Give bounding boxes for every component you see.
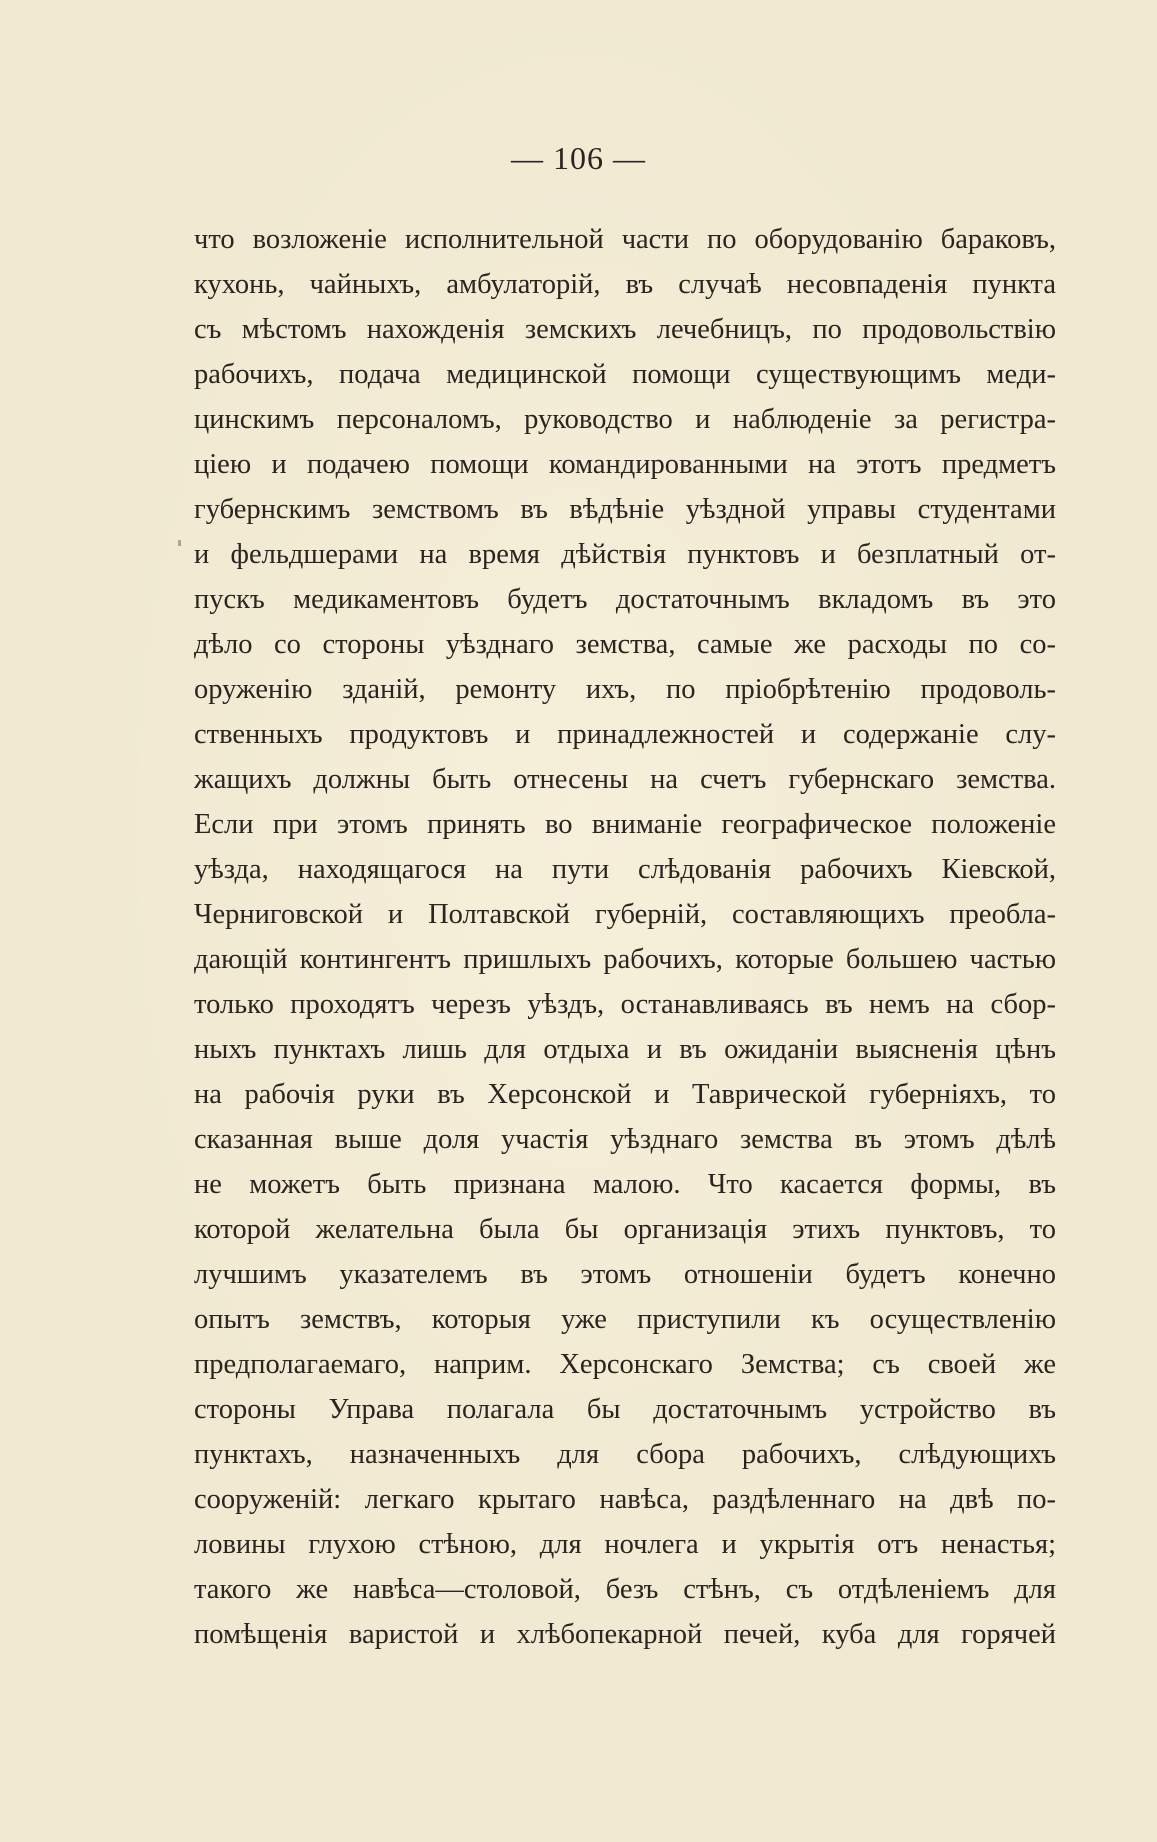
text-line: уѣзда, находящагося на пути слѣдованія рабочихъ Кіевской, bbox=[194, 854, 1056, 885]
text-line: что возложеніе исполнительной части по оборудованію бараковъ, bbox=[194, 224, 1056, 255]
text-line: на рабочія руки въ Херсонской и Таврической губерніяхъ, то bbox=[194, 1079, 1056, 1110]
text-line: рабочихъ, подача медицинской помощи существующимъ меди- bbox=[194, 359, 1056, 390]
text-line: пускъ медикаментовъ будетъ достаточнымъ вкладомъ въ это bbox=[194, 584, 1056, 615]
text-line: губернскимъ земствомъ въ вѣдѣніе уѣздной управы студентами bbox=[194, 494, 1056, 525]
text-line: пунктахъ, назначенныхъ для сбора рабочихъ, слѣдующихъ bbox=[194, 1439, 1056, 1470]
margin-mark bbox=[178, 540, 181, 546]
text-line: Если при этомъ принять во вниманіе географическое положеніе bbox=[194, 809, 1056, 840]
text-line: ловины глухою стѣною, для ночлега и укрытія отъ ненастья; bbox=[194, 1529, 1056, 1560]
text-line: сказанная выше доля участія уѣзднаго земства въ этомъ дѣлѣ bbox=[194, 1124, 1056, 1155]
text-line: ныхъ пунктахъ лишь для отдыха и въ ожиданіи выясненія цѣнъ bbox=[194, 1034, 1056, 1065]
text-line: ціею и подачею помощи командированными на этотъ предметъ bbox=[194, 449, 1056, 480]
text-line: только проходятъ черезъ уѣздъ, останавливаясь въ немъ на сбор- bbox=[194, 989, 1056, 1020]
text-line: цинскимъ персоналомъ, руководство и наблюденіе за регистра- bbox=[194, 404, 1056, 435]
page-number: — 106 — bbox=[511, 140, 646, 176]
text-line: предполагаемаго, наприм. Херсонскаго Земства; съ своей же bbox=[194, 1349, 1056, 1380]
text-line: дающій контингентъ пришлыхъ рабочихъ, которые большею частью bbox=[194, 944, 1056, 975]
text-line: кухонь, чайныхъ, амбулаторій, въ случаѣ несовпаденія пункта bbox=[194, 269, 1056, 300]
text-line: ственныхъ продуктовъ и принадлежностей и содержаніе слу- bbox=[194, 719, 1056, 750]
text-line: дѣло со стороны уѣзднаго земства, самые же расходы по со- bbox=[194, 629, 1056, 660]
text-line: стороны Управа полагала бы достаточнымъ устройство въ bbox=[194, 1394, 1056, 1425]
text-line: которой желательна была бы организація этихъ пунктовъ, то bbox=[194, 1214, 1056, 1245]
body-text bbox=[194, 217, 1056, 1657]
text-line: сооруженій: легкаго крытаго навѣса, раздѣленнаго на двѣ по- bbox=[194, 1484, 1056, 1515]
text-line: жащихъ должны быть отнесены на счетъ губернскаго земства. bbox=[194, 764, 1056, 795]
text-line: оруженію зданій, ремонту ихъ, по пріобрѣтенію продоволь- bbox=[194, 674, 1056, 705]
text-line: помѣщенія варистой и хлѣбопекарной печей, куба для горячей bbox=[194, 1619, 1056, 1650]
text-line: не можетъ быть признана малою. Что касается формы, въ bbox=[194, 1169, 1056, 1200]
text-line: Черниговской и Полтавской губерній, составляющихъ преобла- bbox=[194, 899, 1056, 930]
text-line: лучшимъ указателемъ въ этомъ отношеніи будетъ конечно bbox=[194, 1259, 1056, 1290]
text-line: такого же навѣса—столовой, безъ стѣнъ, съ отдѣленіемъ для bbox=[194, 1574, 1056, 1605]
text-line: опытъ земствъ, которыя уже приступили къ осуществленію bbox=[194, 1304, 1056, 1335]
text-line: съ мѣстомъ нахожденія земскихъ лечебницъ, по продовольствію bbox=[194, 314, 1056, 345]
text-line: и фельдшерами на время дѣйствія пунктовъ и безплатный от- bbox=[194, 539, 1056, 570]
